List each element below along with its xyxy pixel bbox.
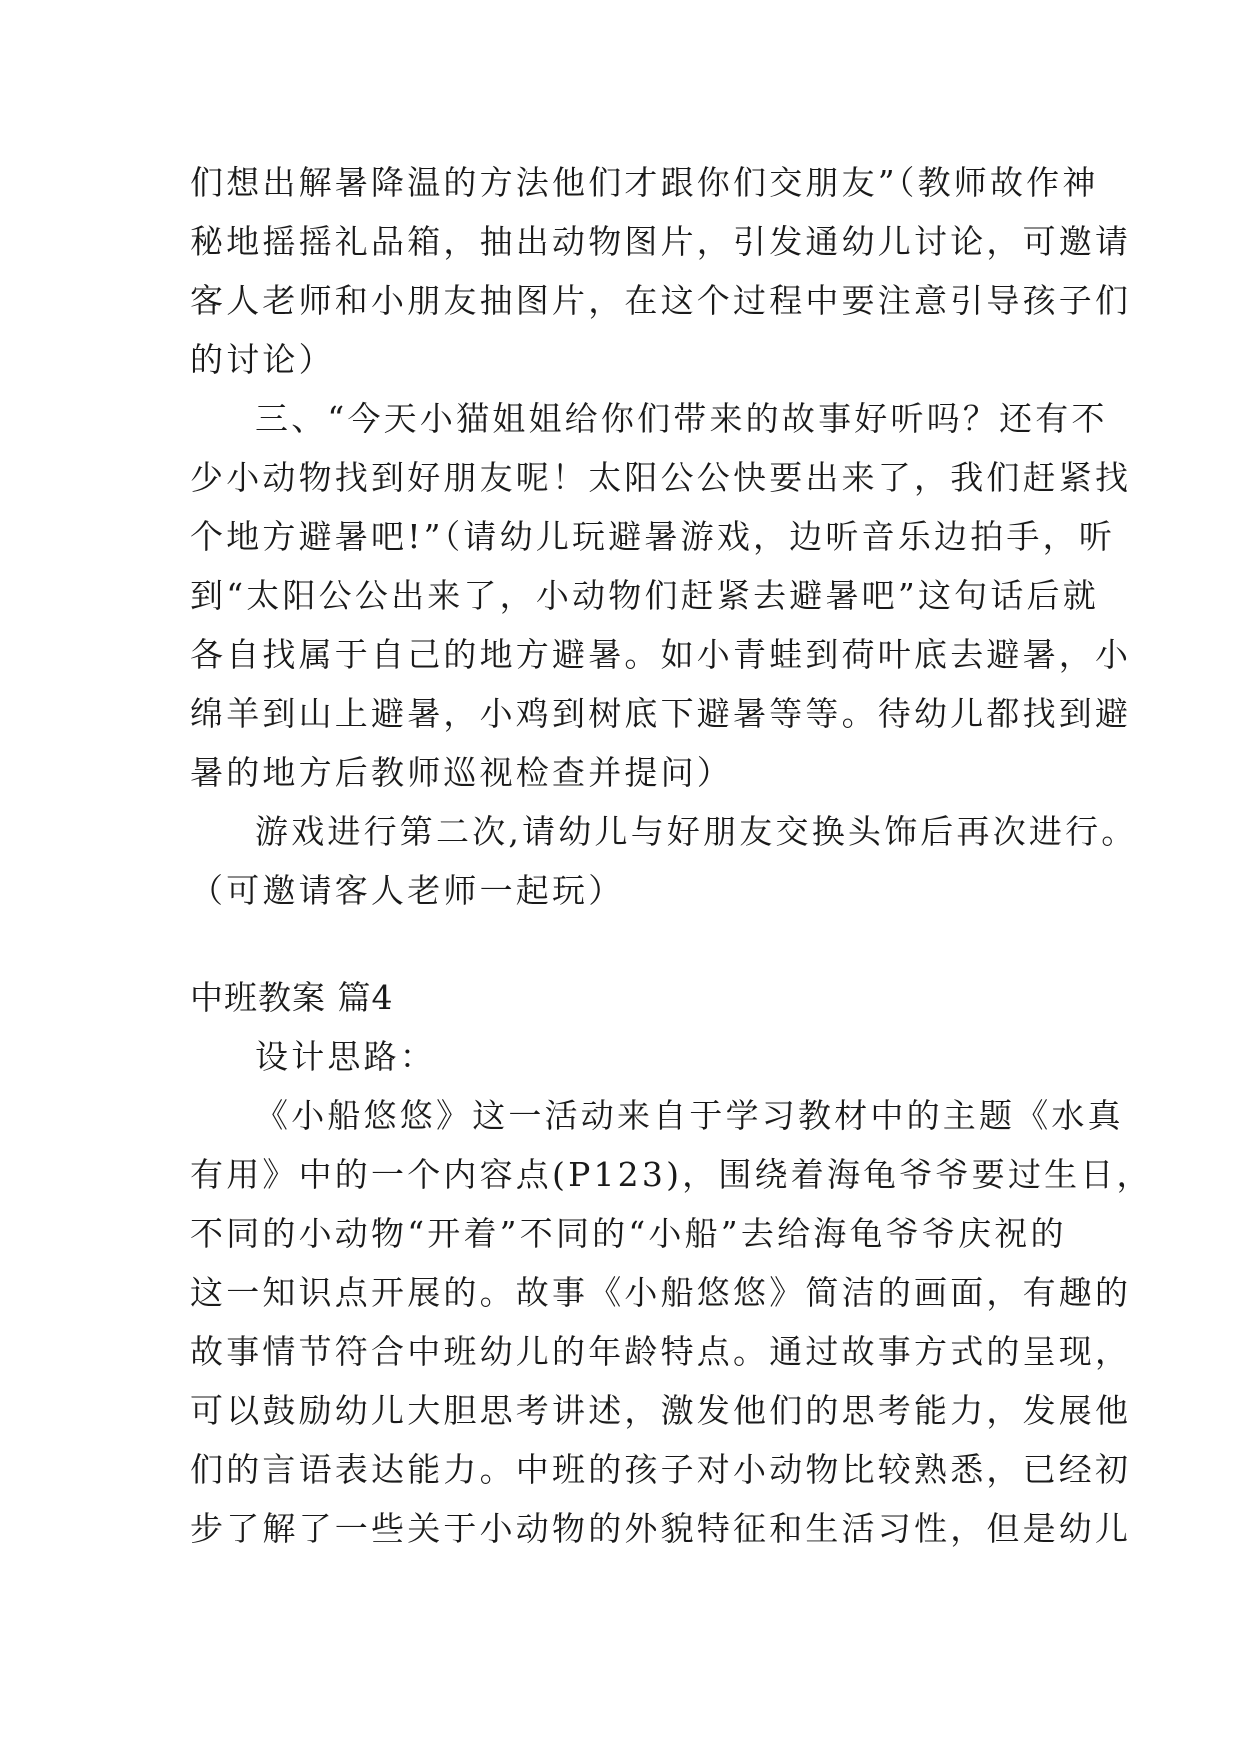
- paragraph-line: 们想出解暑降温的方法他们才跟你们交朋友”（教师故作神: [190, 163, 1099, 202]
- paragraph-line: 步了解了一些关于小动物的外貌特征和生活习性，但是幼儿: [190, 1509, 1132, 1548]
- paragraph-line: （可邀请客人老师一起玩）: [190, 871, 625, 910]
- paragraph-line: 《小船悠悠》这一活动来自于学习教材中的主题《水真: [255, 1096, 1124, 1135]
- paragraph-line: 们的言语表达能力。中班的孩子对小动物比较熟悉，已经初: [190, 1450, 1132, 1489]
- section-heading: 中班教案 篇4: [190, 978, 394, 1017]
- paragraph-line: 少小动物找到好朋友呢！太阳公公快要出来了，我们赶紧找: [190, 458, 1132, 497]
- paragraph-line: 客人老师和小朋友抽图片，在这个过程中要注意引导孩子们: [190, 281, 1132, 320]
- paragraph-line: 暑的地方后教师巡视检查并提问）: [190, 753, 733, 792]
- paragraph-line: 绵羊到山上避暑，小鸡到树底下避暑等等。待幼儿都找到避: [190, 694, 1132, 733]
- paragraph-line: 故事情节符合中班幼儿的年龄特点。通过故事方式的呈现，: [190, 1332, 1132, 1371]
- paragraph-line: 的讨论）: [190, 340, 335, 379]
- paragraph-line: 秘地摇摇礼品箱，抽出动物图片，引发通幼儿讨论，可邀请: [190, 222, 1132, 261]
- paragraph-line: 这一知识点开展的。故事《小船悠悠》简洁的画面，有趣的: [190, 1273, 1132, 1312]
- paragraph-line: 可以鼓励幼儿大胆思考讲述，激发他们的思考能力，发展他: [190, 1391, 1132, 1430]
- paragraph-line: 游戏进行第二次,请幼儿与好朋友交换头饰后再次进行。: [255, 812, 1138, 851]
- paragraph-line: 三、“今天小猫姐姐给你们带来的故事好听吗？还有不: [255, 399, 1108, 438]
- paragraph-line: 到“太阳公公出来了，小动物们赶紧去避暑吧”这句话后就: [190, 576, 1099, 615]
- paragraph-line: 有用》中的一个内容点(P123)，围绕着海龟爷爷要过生日，: [190, 1155, 1153, 1194]
- paragraph-line: 各自找属于自己的地方避暑。如小青蛙到荷叶底去避暑，小: [190, 635, 1132, 674]
- paragraph-line: 个地方避暑吧!”（请幼儿玩避暑游戏，边听音乐边拍手，听: [190, 517, 1116, 556]
- paragraph-line: 不同的小动物“开着”不同的“小船”去给海龟爷爷庆祝的: [190, 1214, 1067, 1253]
- subsection-label: 设计思路：: [255, 1037, 436, 1076]
